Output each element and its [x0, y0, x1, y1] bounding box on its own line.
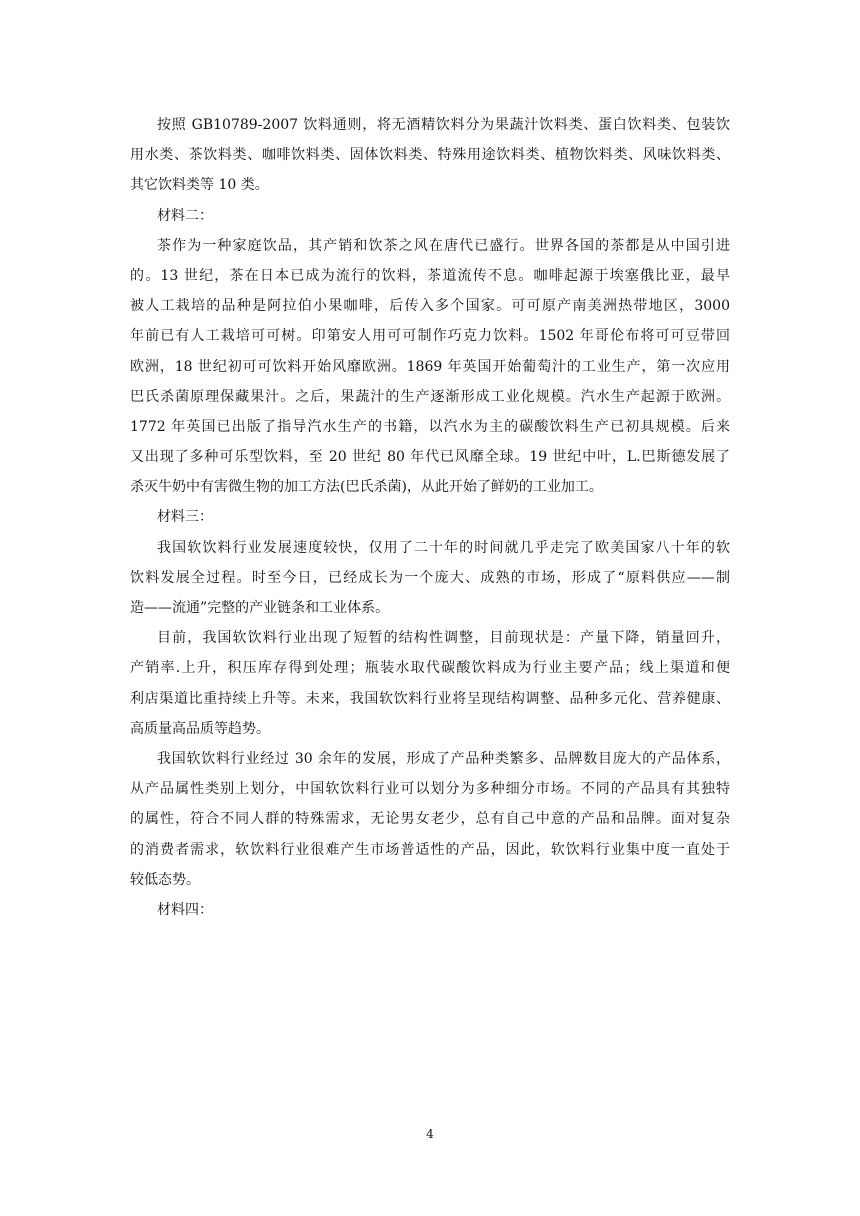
text-line: 其它饮料类等 10 类。 [130, 177, 269, 194]
text-line: 高质量高品质等趋势。 [130, 720, 270, 737]
text-line: 欧洲，18 世纪初可可饮料开始风靡欧洲。1869 年英国开始葡萄汁的工业生产，第一次应用 [130, 358, 730, 375]
text-line: 杀灭牛奶中有害微生物的加工方法(巴氏杀菌)，从此开始了鲜奶的工业加工。 [130, 479, 603, 496]
text-line: 被人工栽培的品种是阿拉伯小果咖啡，后传入多个国家。可可原产南美洲热带地区，3000 [130, 298, 730, 315]
text-line: 用水类、茶饮料类、咖啡饮料类、固体饮料类、特殊用途饮料类、植物饮料类、风味饮料类、 [130, 147, 730, 164]
text-line: 1772 年英国已出版了指导汽水生产的书籍，以汽水为主的碳酸饮料生产已初具规模。后来 [130, 418, 730, 435]
text-line: 我国软饮料行业经过 30 余年的发展，形成了产品种类繁多、品牌数目庞大的产品体系， [157, 750, 730, 767]
text-line: 又出现了多种可乐型饮料，至 20 世纪 80 年代已风靡全球。19 世纪中叶，L.巴斯德发展了 [130, 449, 730, 466]
text-line: 的。13 世纪，茶在日本已成为流行的饮料，茶道流传不息。咖啡起源于埃塞俄比亚，最早 [130, 267, 730, 284]
text-line: 材料四： [157, 901, 213, 918]
document-body [130, 110, 730, 925]
text-line: 目前，我国软饮料行业出现了短暂的结构性调整，目前现状是：产量下降，销量回升， [157, 630, 730, 647]
text-line: 茶作为一种家庭饮品，其产销和饮茶之风在唐代已盛行。世界各国的茶都是从中国引进 [157, 237, 730, 254]
text-line: 产销率.上升，积压库存得到处理；瓶装水取代碳酸饮料成为行业主要产品；线上渠道和便 [130, 660, 730, 677]
text-line: 从产品属性类别上划分，中国软饮料行业可以划分为多种细分市场。不同的产品具有其独特 [130, 781, 730, 798]
text-line: 按照 GB10789-2007 饮料通则，将无酒精饮料分为果蔬汁饮料类、蛋白饮料类、包装饮 [157, 117, 730, 133]
page-number: 4 [426, 1127, 434, 1141]
text-line: 巴氏杀菌原理保藏果汁。之后，果蔬汁的生产逐渐形成工业化规模。汽水生产起源于欧洲。 [130, 388, 730, 405]
text-line: 的消费者需求，软饮料行业很难产生市场普适性的产品，因此，软饮料行业集中度一直处于 [130, 841, 730, 858]
text-line: 利店渠道比重持续上升等。未来，我国软饮料行业将呈现结构调整、品种多元化、营养健康、 [130, 690, 730, 707]
text-line: 饮料发展全过程。时至今日，已经成长为一个庞大、成熟的市场，形成了“原料供应——制 [130, 569, 730, 586]
text-line: 材料二： [157, 207, 213, 224]
text-line: 我国软饮料行业发展速度较快，仅用了二十年的时间就几乎走完了欧美国家八十年的软 [157, 539, 730, 556]
text-line: 的属性，符合不同人群的特殊需求，无论男女老少，总有自己中意的产品和品牌。面对复杂 [130, 811, 730, 828]
text-line: 年前已有人工栽培可可树。印第安人用可可制作巧克力饮料。1502 年哥伦布将可可豆带回 [130, 328, 730, 345]
text-line: 材料三： [157, 509, 213, 526]
text-line: 较低态势。 [130, 871, 200, 888]
text-line: 造——流通”完整的产业链条和工业体系。 [130, 600, 390, 616]
